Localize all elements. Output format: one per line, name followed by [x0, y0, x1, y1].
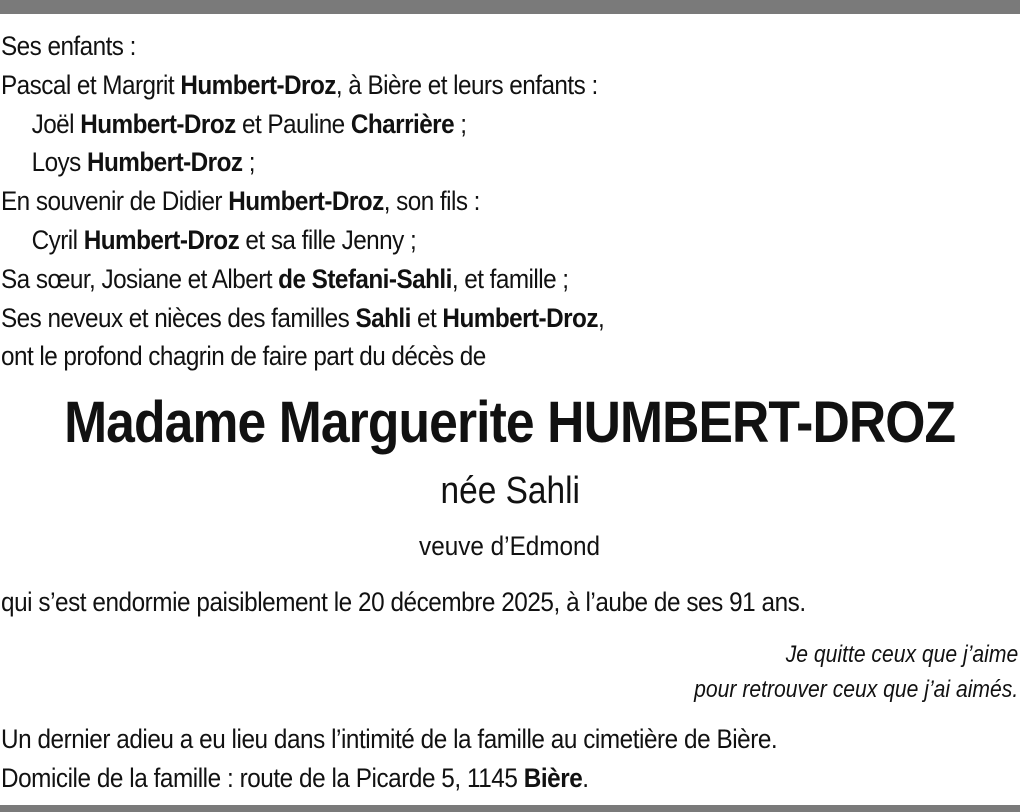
- family-text: Pascal et Margrit: [1, 69, 181, 100]
- deceased-name: [0, 388, 1020, 458]
- family-text: Cyril: [31, 224, 84, 255]
- family-name-bold: de Stefani-Sahli: [278, 263, 452, 294]
- address-line: [1, 759, 777, 798]
- maiden-name-text: née Sahli: [440, 470, 580, 512]
- farewell-line: Un dernier adieu a eu lieu dans l’intimité de la famille au cimetière de Bière.: [1, 724, 778, 754]
- family-name-bold: Humbert-Droz: [180, 69, 336, 100]
- family-name-bold: Sahli: [355, 302, 411, 333]
- family-announcement: [1, 27, 1009, 376]
- family-name-bold: Humbert-Droz: [86, 147, 243, 178]
- family-text: En souvenir de Didier: [1, 186, 229, 217]
- family-name-bold: Humbert-Droz: [228, 186, 384, 217]
- family-line: [1, 299, 1009, 338]
- bottom-rule: [0, 805, 1020, 812]
- maiden-name: [0, 468, 1020, 514]
- widow-of-text: veuve d’Edmond: [419, 531, 601, 561]
- family-text: , son fils :: [383, 186, 480, 217]
- family-name-bold: Humbert-Droz: [80, 108, 236, 139]
- family-name-bold: Humbert-Droz: [442, 302, 598, 333]
- closing-block: [1, 720, 777, 797]
- widow-of: [0, 528, 1020, 564]
- family-text: ;: [242, 147, 255, 178]
- family-text: Sa sœur, Josiane et Albert: [1, 263, 279, 294]
- family-text: Loys: [31, 147, 87, 178]
- deceased-name-text: Madame Marguerite HUMBERT-DROZ: [64, 390, 956, 455]
- family-line: [1, 221, 1009, 260]
- family-text: Ses neveux et nièces des familles: [1, 302, 356, 333]
- family-text: et sa fille Jenny ;: [239, 224, 417, 255]
- family-line: [1, 66, 1009, 105]
- family-line: [1, 105, 1009, 144]
- family-name-bold: Humbert-Droz: [83, 224, 240, 255]
- epitaph-quote: [650, 637, 1018, 707]
- family-line: [1, 337, 1009, 376]
- family-text: et Pauline: [235, 108, 351, 139]
- family-text: Ses enfants :: [1, 31, 136, 61]
- family-text: , à Bière et leurs enfants :: [335, 69, 598, 100]
- family-text: Joël: [31, 108, 81, 139]
- family-text: ont le profond chagrin de faire part du décès de: [1, 341, 486, 372]
- address-suffix: .: [582, 762, 589, 793]
- family-name-bold: Charrière: [350, 108, 455, 139]
- address-town: Bière: [523, 762, 583, 793]
- death-notice: qui s’est endormie paisiblement le 20 décembre 2025, à l’aube de ses 91 ans.: [1, 587, 806, 617]
- family-text: et: [410, 302, 443, 333]
- family-text: ;: [454, 108, 467, 139]
- family-text: , et famille ;: [451, 263, 569, 294]
- quote-line-2: pour retrouver ceux que j’ai aimés.: [693, 676, 1018, 703]
- family-line: [1, 27, 1009, 66]
- family-line: [1, 143, 1009, 182]
- family-line: [1, 182, 1009, 221]
- quote-line-1: Je quitte ceux que j’aime: [785, 641, 1018, 668]
- family-line: [1, 260, 1009, 299]
- address-prefix: Domicile de la famille : route de la Picarde 5, 1145: [1, 762, 524, 793]
- top-rule: [0, 0, 1020, 14]
- family-text: ,: [597, 302, 605, 333]
